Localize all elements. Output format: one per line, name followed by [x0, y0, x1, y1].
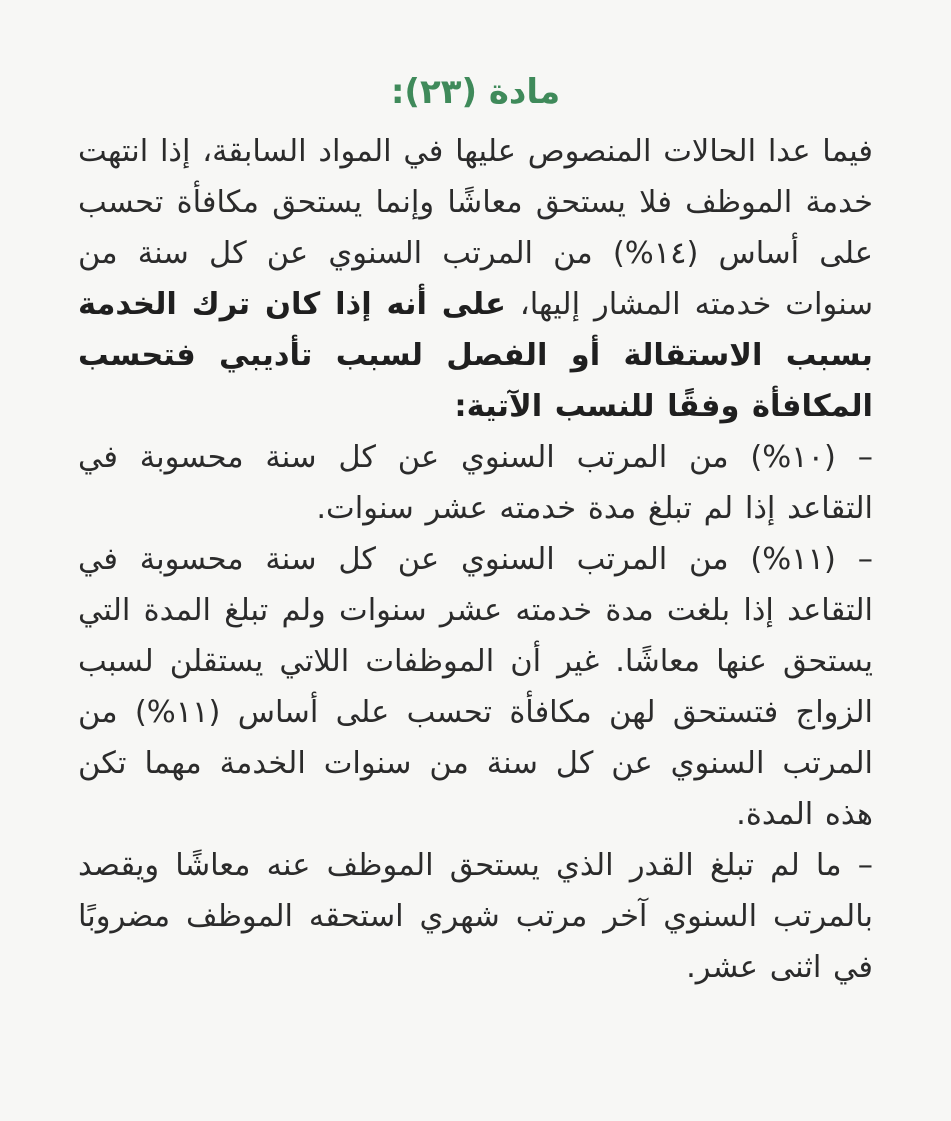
intro-bold-text: على أنه إذا كان ترك الخدمة بسبب الاستقالة أو الفصل لسبب تأديبي فتحسب المكافأة وفقًا للنسب الآتية:	[78, 287, 873, 424]
article-card	[78, 66, 873, 993]
rate-item-text: ما لم تبلغ القدر الذي يستحق الموظف عنه معاشًا ويقصد بالمرتب السنوي آخر مرتب شهري استحقه الموظف مضروبًا في اثنى عشر.	[78, 848, 873, 985]
article-title: مادة (٢٣):	[390, 72, 561, 112]
rate-item-text: (١٠%) من المرتب السنوي عن كل سنة محسوبة في التقاعد إذا لم تبلغ مدة خدمته عشر سنوات.	[78, 440, 873, 526]
article-intro	[78, 126, 873, 432]
rate-item-1	[78, 432, 873, 534]
rate-item-3	[78, 840, 873, 993]
rate-item-text: (١١%) من المرتب السنوي عن كل سنة محسوبة في التقاعد إذا بلغت مدة خدمته عشر سنوات ولم تبلغ المدة التي يستحق عنها معاشًا. غير أن الموظفات اللاتي يستقلن لسبب الزواج فتستحق لهن مكافأة تحسب على أساس (١١%) من المرتب السنوي عن كل سنة من سنوات الخدمة مهما تكن هذه المدة.	[78, 542, 873, 832]
dash-marker: –	[841, 848, 873, 883]
rate-item-2	[78, 534, 873, 840]
dash-marker: –	[835, 542, 874, 577]
rates-list	[78, 432, 873, 993]
intro-regular-text: فيما عدا الحالات المنصوص عليها في المواد السابقة، إذا انتهت خدمة الموظف فلا يستحق معاشًا وإنما يستحق مكافأة تحسب على أساس (١٤%) من المرتب السنوي عن كل سنة من سنوات خدمته المشار إليها،	[78, 134, 873, 322]
dash-marker: –	[835, 440, 874, 475]
